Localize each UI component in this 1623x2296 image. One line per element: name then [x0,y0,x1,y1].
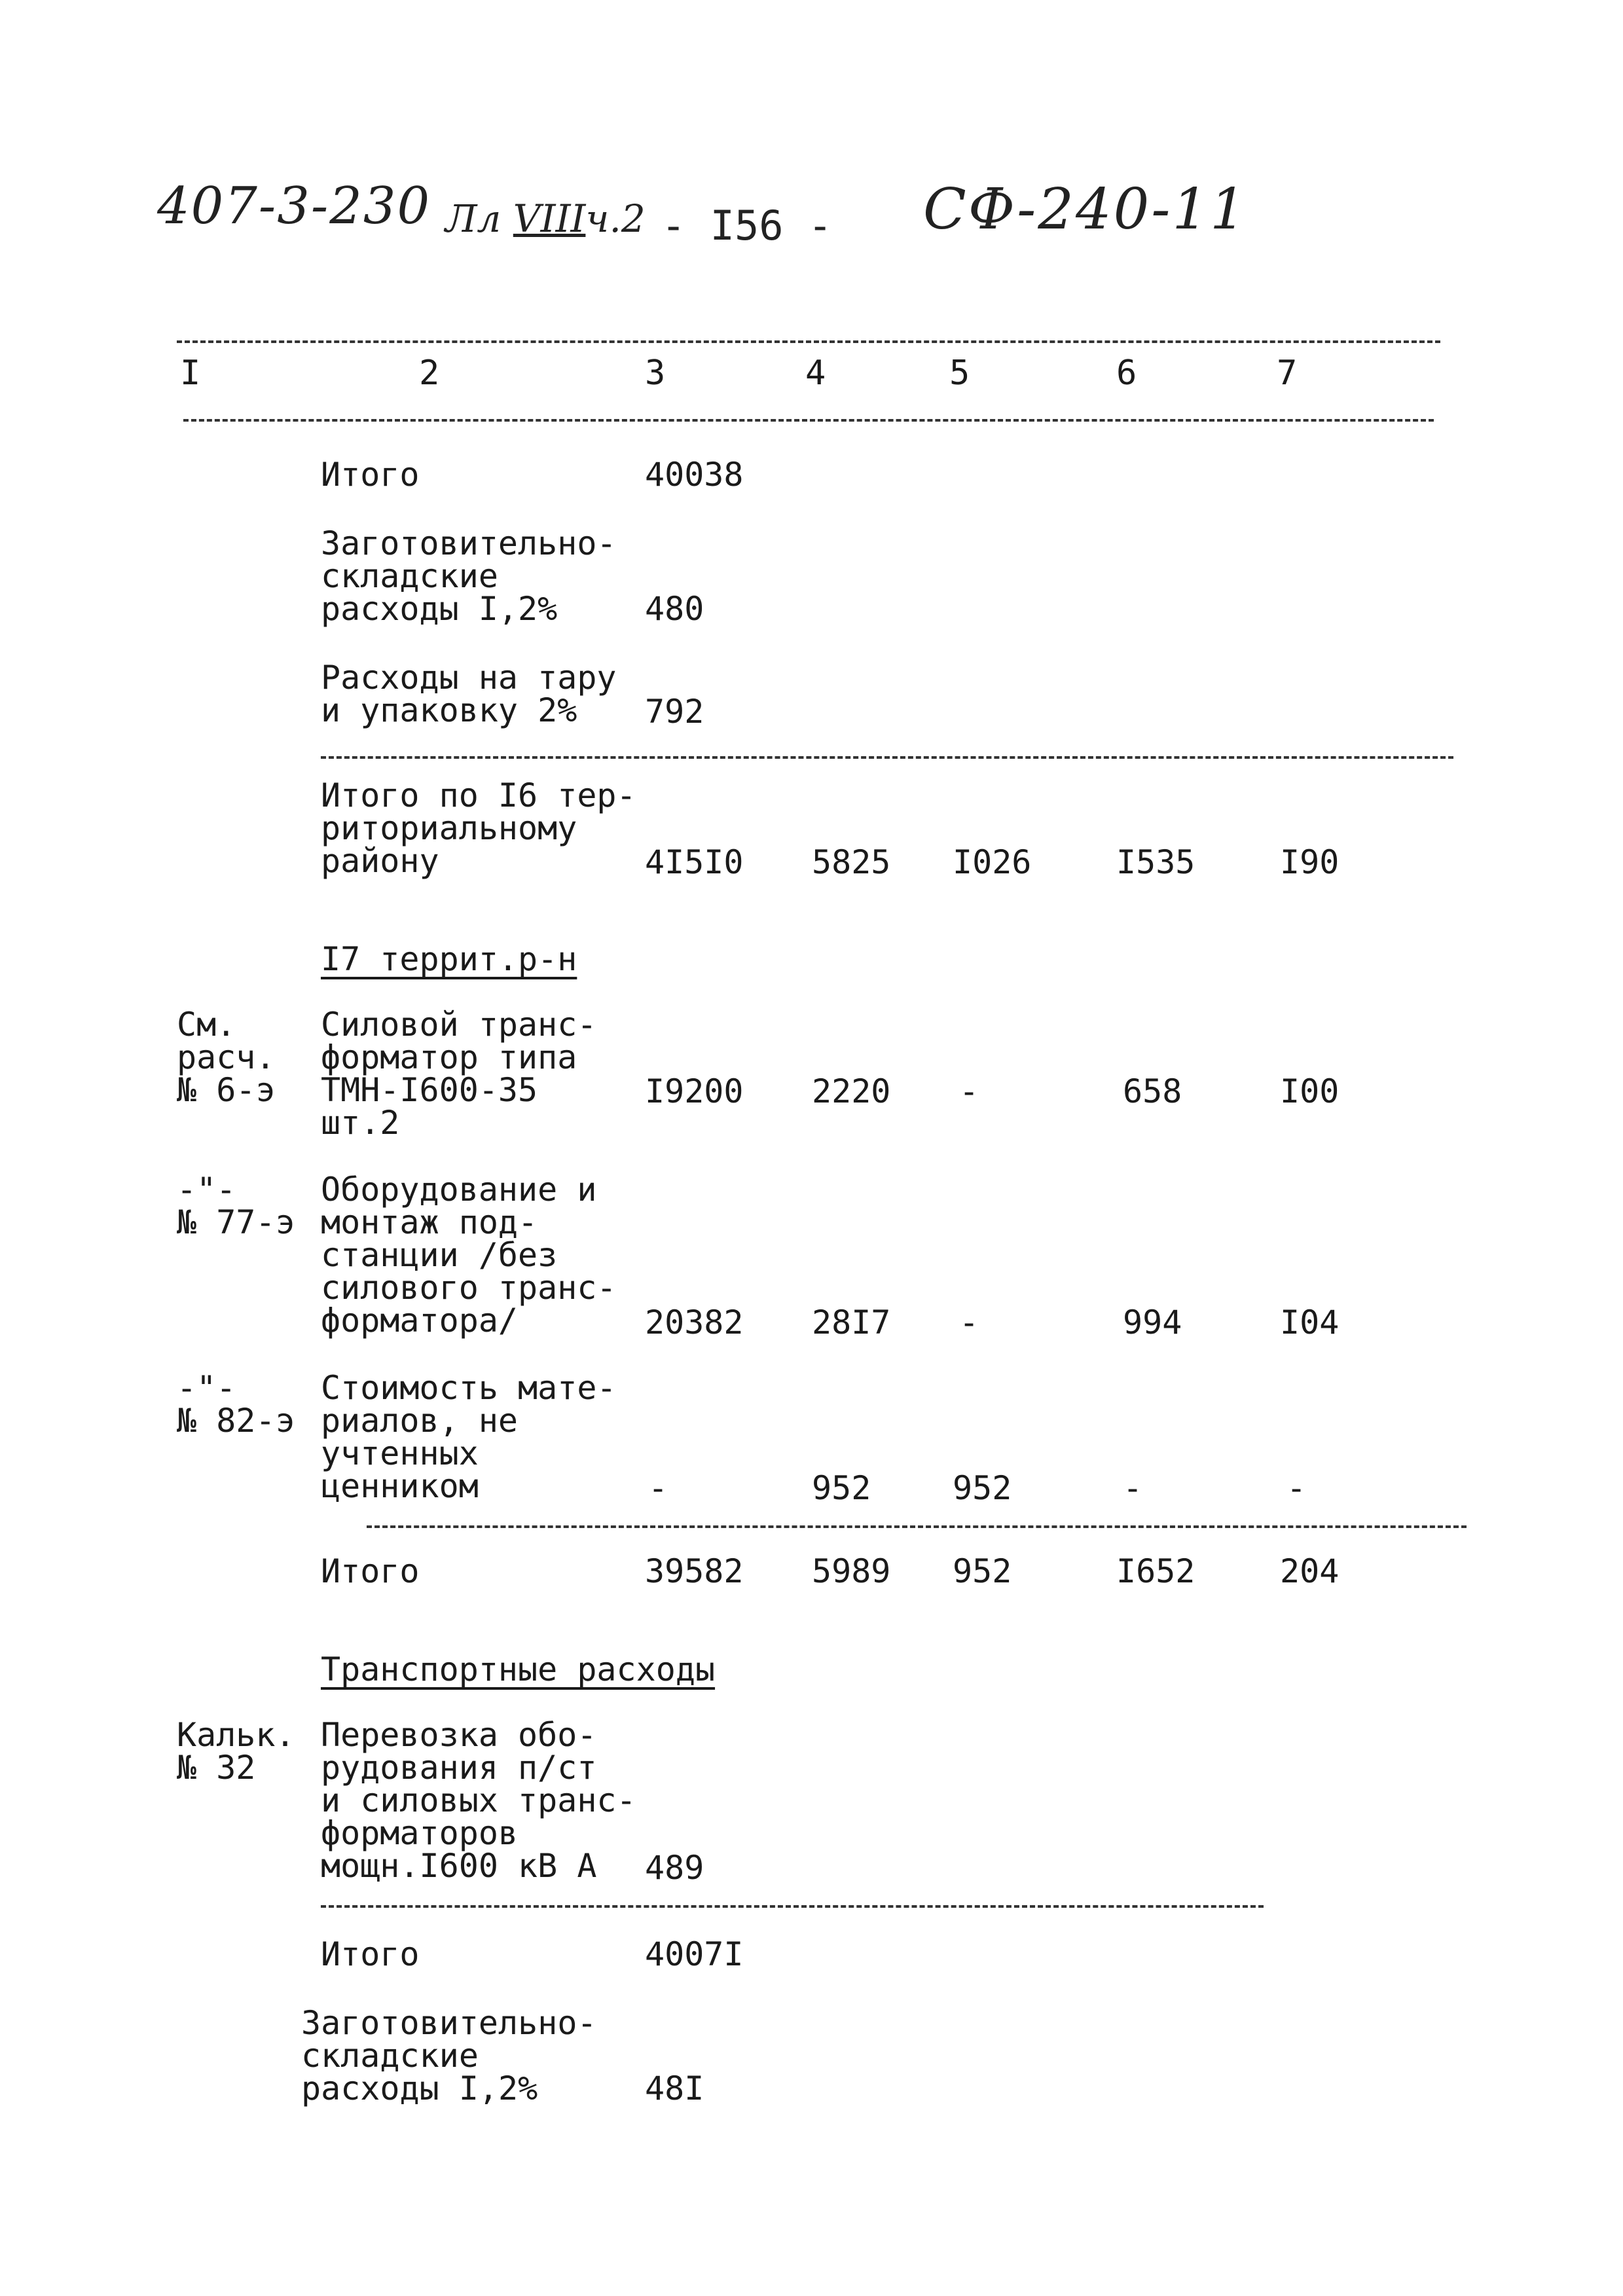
equipment-label: Оборудование и монтаж под- станции /без силового транс- форматора/ [321,1171,617,1339]
equipment-col5: - [959,1303,979,1341]
transformer-col3: I9200 [645,1072,744,1110]
transformer-col4: 2220 [812,1072,891,1110]
total-region16-col3: 4I5I0 [645,843,744,881]
equipment-col7: I04 [1280,1303,1340,1341]
materials-ref: -"- № 82-э [177,1369,295,1440]
transformer-ref: См. расч. № 6-э [177,1006,276,1109]
transport-ref: Кальк. № 32 [177,1716,295,1787]
packaging-col3: 792 [645,693,704,731]
materials-col5: 952 [953,1469,1012,1507]
col-header-4: 4 [805,354,826,393]
total-region16-col5: I026 [953,843,1032,881]
total-region16-col4: 5825 [812,843,891,881]
transformer-col7: I00 [1280,1072,1340,1110]
materials-col3: - [648,1469,668,1507]
itogo3-col3: 4007I [645,1935,744,1973]
col-header-2: 2 [419,354,440,393]
page-number: - I56 - [661,202,833,249]
equipment-col6: 994 [1123,1303,1182,1341]
sheet-reference: Лл VIIIч.2 [445,196,646,241]
procurement-storage-label: Заготовительно- складские расходы I,2% [321,524,617,628]
transport-col3: 489 [645,1849,704,1887]
subtotal-rule-1 [321,756,1453,759]
itogo2-col4: 5989 [812,1552,891,1590]
transformer-col6: 658 [1123,1072,1182,1110]
itogo2-col6: I652 [1116,1552,1195,1590]
transformer-label: Силовой транс- форматор типа ТМН-I600-35 шт.2 [321,1006,597,1142]
section-region17: I7 террит.р-н [321,940,577,978]
col-header-6: 6 [1116,354,1137,393]
equipment-ref: -"- № 77-э [177,1171,295,1241]
document-code: СФ-240-11 [923,177,1248,242]
transformer-col5: - [959,1072,979,1110]
equipment-col4: 28I7 [812,1303,891,1341]
total-region16-label: Итого по I6 тер- риториальному району [321,776,636,880]
col-header-7: 7 [1277,354,1298,393]
section-transport: Транспортные расходы [321,1650,716,1688]
itogo2-label: Итого [321,1552,420,1590]
col-header-5: 5 [949,354,970,393]
transport-label: Перевозка обо- рудования п/ст и силовых транс- форматоров мощн.I600 кВ А [321,1716,636,1885]
materials-col7: - [1286,1469,1307,1507]
materials-col4: 952 [812,1469,871,1507]
col-header-1: I [180,354,201,393]
total-region16-col6: I535 [1116,843,1195,881]
header-top-rule [177,340,1440,343]
procurement-storage-col3: 480 [645,590,704,628]
equipment-col3: 20382 [645,1303,744,1341]
materials-col6: - [1123,1469,1143,1507]
total-region16-col7: I90 [1280,843,1340,881]
itogo-label: Итого [321,456,420,494]
procurement-storage-2-col3: 48I [645,2069,704,2107]
subtotal-rule-3 [321,1905,1264,1908]
col-header-3: 3 [645,354,666,393]
packaging-label: Расходы на тару и упаковку 2% [321,659,617,729]
subtotal-rule-2 [367,1525,1467,1528]
project-code: 407-3-230 [157,177,431,236]
itogo2-col3: 39582 [645,1552,744,1590]
materials-label: Стоимость мате- риалов, не учтенных ценником [321,1369,617,1505]
header-bottom-rule [183,419,1434,422]
itogo-col3: 40038 [645,456,744,494]
itogo2-col7: 204 [1280,1552,1340,1590]
procurement-storage-2-label: Заготовительно- складские расходы I,2% [301,2004,597,2107]
itogo3-label: Итого [321,1935,420,1973]
itogo2-col5: 952 [953,1552,1012,1590]
